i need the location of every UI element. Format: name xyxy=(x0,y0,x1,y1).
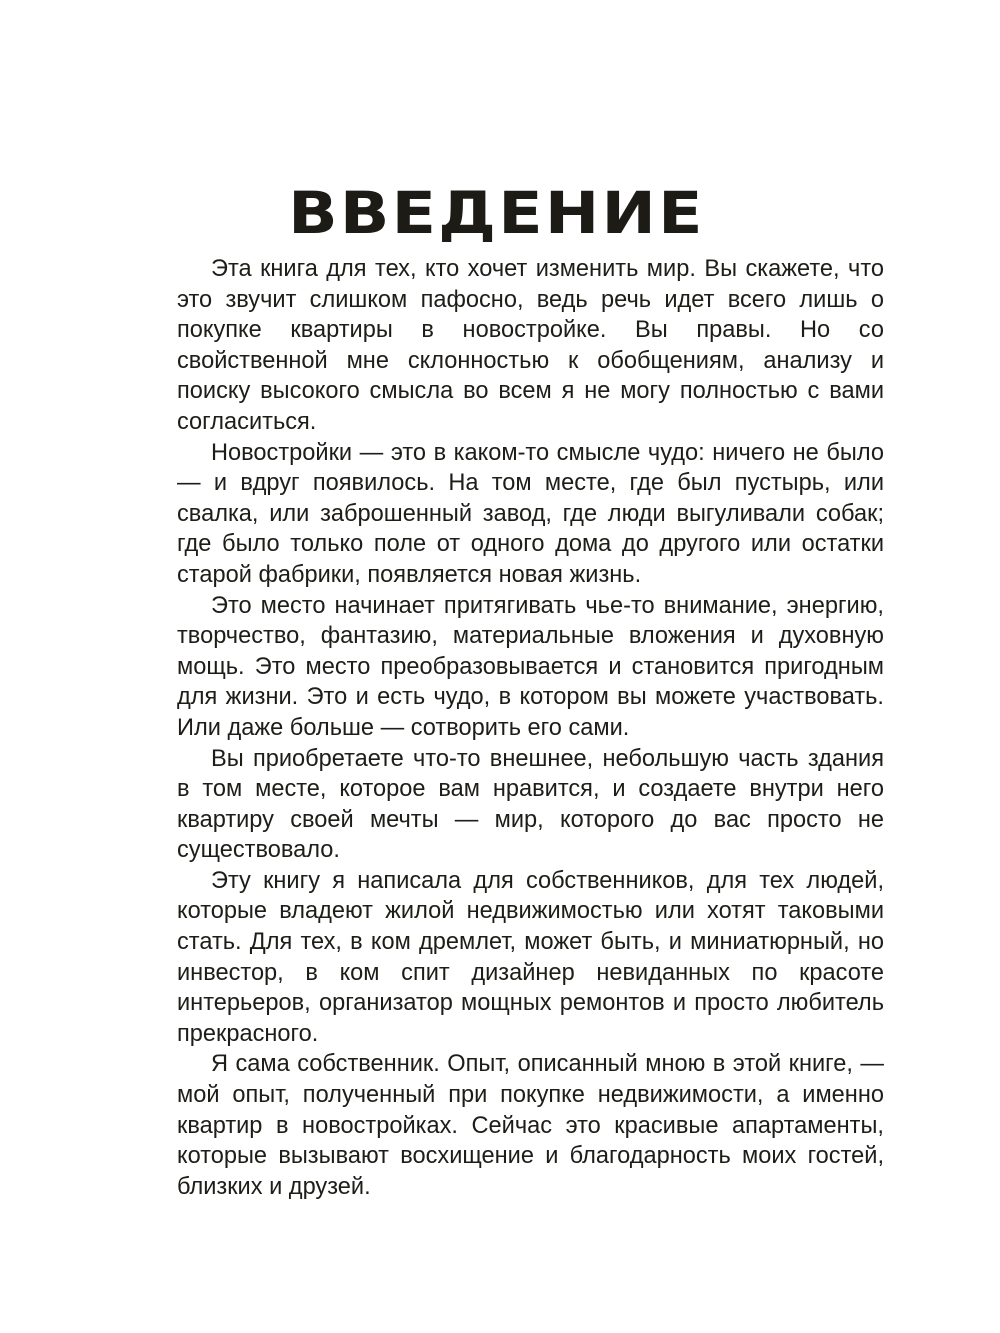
body-text xyxy=(177,254,884,1202)
paragraph-5: Эту книгу я написала для собственников, для тех людей, которые владеют жилой недвижимостью или хотят таковыми стать. Для тех, в ком дремлет, может быть, и миниатюрный, но инвестор, в ком спит дизайнер невиданных по красоте интерьеров, организатор мощных ремонтов и просто любитель прекрасного. xyxy=(177,867,884,1047)
paragraph-1: Эта книга для тех, кто хочет изменить мир. Вы скажете, что это звучит слишком пафосно, ведь речь идет всего лишь о покупке квартиры в новостройке. Вы правы. Но со свойственной мне склонностью к обобщениям, анализу и поиску высокого смысла во всем я не могу полностью с вами согласиться. xyxy=(177,256,884,435)
page-title: ВВЕДЕНИЕ xyxy=(288,179,705,247)
paragraph-3: Это место начинает притягивать чье-то внимание, энергию, творчество, фантазию, материальные вложения и духовную мощь. Это место преобразовывается и становится пригодным для жизни. Это и есть чудо, в котором вы можете участвовать. Или даже больше — сотворить его сами. xyxy=(177,592,884,741)
paragraph-6: Я сама собственник. Опыт, описанный мною в этой книге, — мой опыт, полученный при покупке недвижимости, а именно квартир в новостройках. Сейчас это красивые апартаменты, которые вызывают восхищение и благодарность моих гостей, близких и друзей. xyxy=(177,1051,884,1200)
paragraph-2: Новостройки — это в каком-то смысле чудо: ничего не было — и вдруг появилось. На том месте, где был пустырь, или свалка, или заброшенный завод, где люди выгуливали собак; где было только поле от одного дома до другого или остатки старой фабрики, появляется новая жизнь. xyxy=(177,439,884,588)
paragraph-4: Вы приобретаете что-то внешнее, небольшую часть здания в том месте, которое вам нравится, и создаете внутри него квартиру своей мечты — мир, которого до вас просто не существовало. xyxy=(177,745,884,864)
